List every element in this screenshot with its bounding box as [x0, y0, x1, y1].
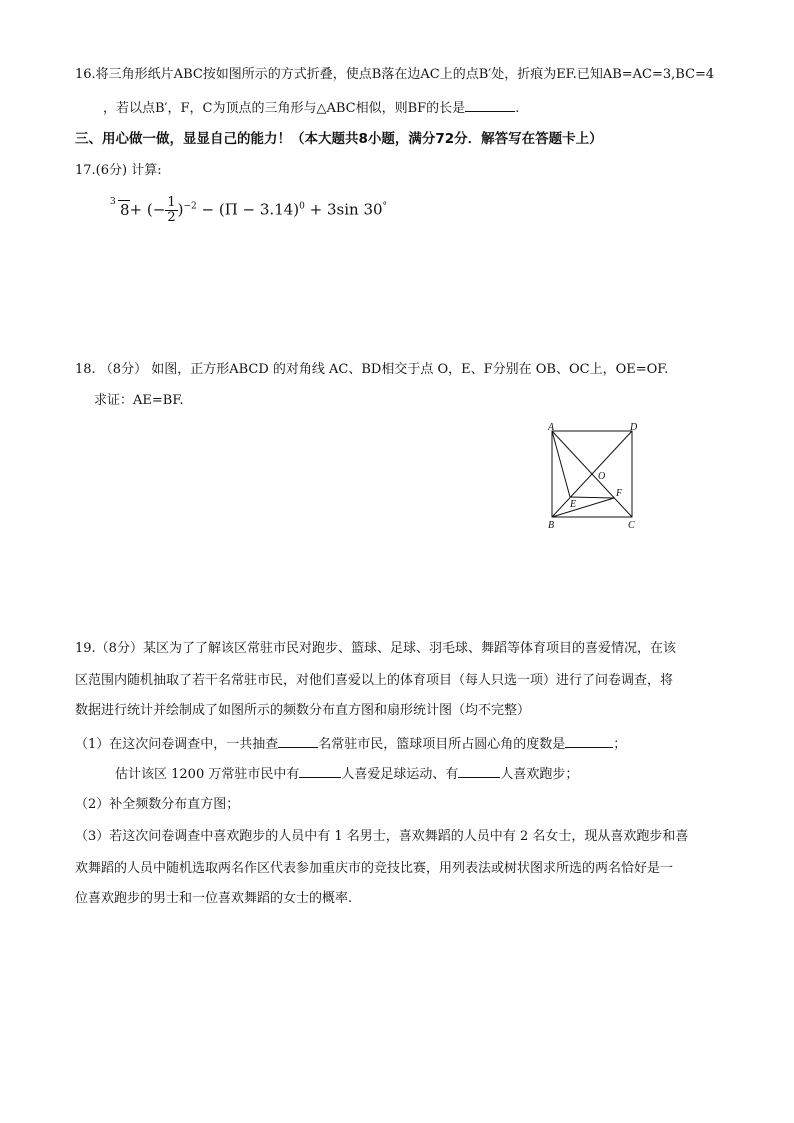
label-a: A: [548, 422, 555, 433]
q17-formula: [112, 196, 387, 225]
formula-term1-prefix: + (−: [129, 200, 166, 219]
q19-paragraph-line2: 区范围内随机抽取了若干名常驻市民，对他们喜爱以上的体育项目（每人只选一项）进行了问卷调查，将: [75, 673, 674, 688]
q19-sub3-line2: 欢舞蹈的人员中随机选取两名作区代表参加重庆市的竞技比赛，用列表法或树状图求所选的两名恰好是一: [75, 861, 674, 876]
q19-sub3-line3: 位喜欢跑步的男士和一位喜欢舞蹈的女士的概率.: [75, 891, 353, 906]
section3-heading: 三、用心做一做，显显自己的能力！（本大题共8小题，满分72分．解答写在答题卡上）: [75, 131, 603, 147]
formula-term2: − (Π − 3.14): [196, 200, 300, 219]
cube-root: [110, 196, 130, 219]
square-figure: [540, 420, 650, 535]
formula-term3: + 3sin 30: [304, 200, 383, 219]
label-f: F: [616, 488, 623, 499]
q16-answer-blank: [465, 98, 515, 112]
q19-blank-total: [278, 734, 318, 748]
q19-sub1-text-a: （1）在这次问卷调查中，一共抽查: [75, 737, 279, 752]
label-b: B: [548, 520, 555, 531]
root-index: 3: [110, 196, 116, 207]
label-e: E: [570, 499, 577, 510]
label-d: D: [630, 422, 638, 433]
exponent-neg2: −2: [183, 201, 197, 212]
label-o: O: [598, 471, 606, 482]
q19-sub3-line1: （3）若这次问卷调查中喜欢跑步的人员中有 1 名男士，喜欢舞蹈的人员中有 2 名女士，现从喜欢跑步和喜: [75, 829, 689, 844]
q16-line2-text: ，若以点B′，F，C为顶点的三角形与△ABC相似，则BF的长是: [103, 101, 466, 116]
q19-paragraph-line3: 数据进行统计并绘制成了如图所示的频数分布直方图和扇形统计图（均不完整）: [75, 703, 531, 718]
q19-paragraph-line1: 19.（8分）某区为了了解该区常驻市民对跑步、篮球、足球、羽毛球、舞蹈等体育项目的喜爱情况，在该: [75, 641, 676, 656]
formula-term1-suffix: ): [177, 200, 184, 219]
frac-numerator: 1: [167, 195, 176, 210]
frac-denominator: 2: [167, 210, 176, 225]
q16-line2: [103, 98, 519, 118]
q17-label: 17.(6分) 计算:: [75, 163, 162, 178]
q19-blank-football: [299, 764, 341, 778]
q19-estimate-text-c: 人喜欢跑步；: [500, 767, 579, 782]
q19-blank-angle: [565, 734, 613, 748]
q19-estimate-text-b: 人喜爱足球运动、有: [341, 767, 459, 782]
segment-ef: [570, 497, 614, 498]
exponent-zero: 0: [299, 201, 305, 212]
q16-line1: 16.将三角形纸片ABC按如图所示的方式折叠，使点B落在边AC上的点B′处，折痕为EF.已知AB=AC=3,BC=4: [75, 67, 715, 82]
q19-sub2: （2）补全频数分布直方图；: [75, 797, 240, 812]
q16-line2-end: .: [515, 101, 520, 116]
degree-symbol: °: [382, 201, 388, 212]
q18-line1: 18. （8分） 如图，正方形ABCD 的对角线 AC、BD相交于点 O，E、F分别在 OB、OC上，OE=OF.: [75, 362, 669, 377]
q19-sub1-text-c: ；: [613, 737, 627, 752]
q19-sub1-estimate: [115, 764, 578, 784]
q19-sub1-text-b: 名常驻市民，篮球项目所占圆心角的度数是: [318, 737, 566, 752]
q19-sub1: [75, 734, 626, 754]
q19-blank-running: [458, 764, 500, 778]
q19-estimate-text-a: 估计该区 1200 万常驻市民中有: [115, 767, 300, 782]
radicand: 8: [120, 200, 130, 219]
fraction-one-half: [165, 196, 177, 225]
q18-line2: 求证：AE=BF.: [94, 393, 184, 408]
label-c: C: [628, 520, 635, 531]
